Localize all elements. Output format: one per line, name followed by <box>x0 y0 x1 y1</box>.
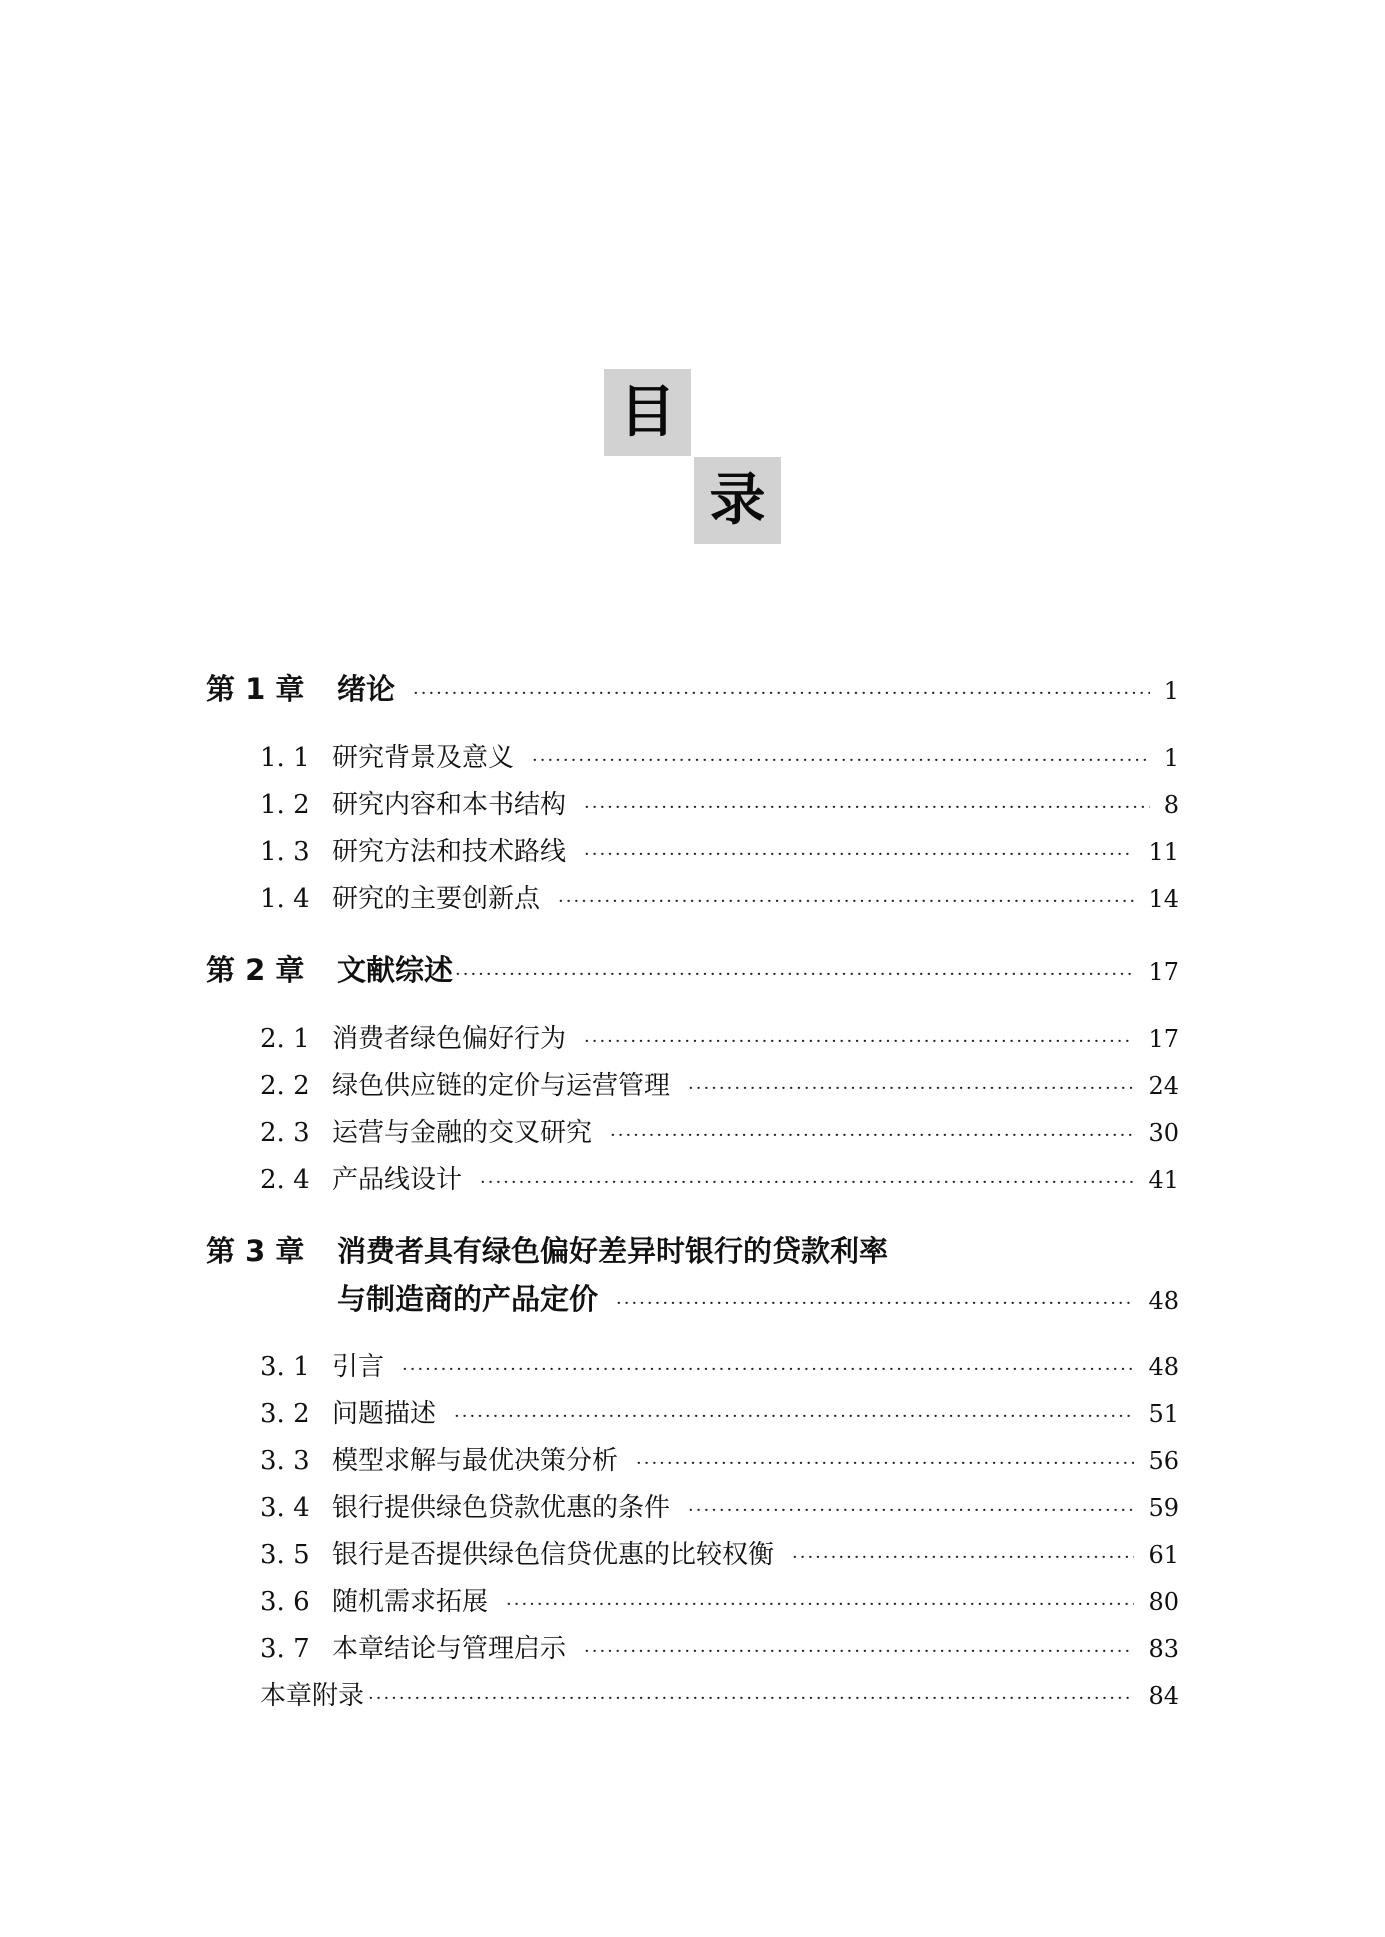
page-number: 17 <box>1148 958 1179 986</box>
toc-entry-section-2-4[interactable] <box>260 1159 1179 1196</box>
dot-leader <box>480 1172 1134 1193</box>
dot-leader <box>454 1406 1134 1427</box>
page-number: 24 <box>1148 1072 1179 1100</box>
toc-entry-section-3-5[interactable] <box>260 1534 1179 1571</box>
section-number: 3. 3 <box>260 1446 310 1476</box>
section-title: 随机需求拓展 <box>332 1587 489 1617</box>
toc-title-char-1: 目 <box>604 369 691 456</box>
dot-leader <box>532 750 1150 771</box>
toc-entry-section-3-4[interactable] <box>260 1487 1179 1524</box>
section-title: 问题描述 <box>332 1399 437 1429</box>
toc-entry-section-2-1[interactable] <box>260 1018 1179 1055</box>
section-title: 本章结论与管理启示 <box>332 1634 567 1664</box>
page-number: 8 <box>1163 791 1179 819</box>
page-number: 84 <box>1148 1682 1179 1710</box>
dot-leader <box>688 1500 1134 1521</box>
section-number: 1. 1 <box>260 743 310 773</box>
page-number: 83 <box>1148 1635 1179 1663</box>
toc-entry-chapter-2[interactable] <box>206 948 1179 989</box>
section-title: 引言 <box>332 1352 385 1382</box>
section-title: 产品线设计 <box>332 1165 463 1195</box>
section-title: 研究方法和技术路线 <box>332 837 567 867</box>
section-number: 1. 2 <box>260 790 310 820</box>
toc-title-char-2: 录 <box>694 457 781 544</box>
chapter-number: 第 1 章 <box>206 672 305 706</box>
section-title: 研究的主要创新点 <box>332 884 541 914</box>
section-number: 3. 6 <box>260 1587 310 1617</box>
section-title: 研究内容和本书结构 <box>332 790 567 820</box>
section-title: 银行提供绿色贷款优惠的条件 <box>332 1493 671 1523</box>
dot-leader <box>610 1125 1134 1146</box>
dot-leader <box>584 1641 1134 1662</box>
toc-entry-section-1-3[interactable] <box>260 831 1179 868</box>
toc-entry-section-3-2[interactable] <box>260 1393 1179 1430</box>
chapter-number: 第 2 章 <box>206 953 305 987</box>
dot-leader <box>368 1688 1134 1709</box>
dot-leader <box>402 1359 1134 1380</box>
dot-leader <box>455 964 1134 985</box>
section-number: 3. 5 <box>260 1540 310 1570</box>
toc-entry-section-1-4[interactable] <box>260 878 1179 915</box>
section-title: 运营与金融的交叉研究 <box>332 1118 593 1148</box>
page-number: 56 <box>1148 1447 1179 1475</box>
section-number: 1. 4 <box>260 884 310 914</box>
section-number: 2. 3 <box>260 1118 310 1148</box>
toc-entry-appendix[interactable] <box>260 1675 1179 1712</box>
page-number: 1 <box>1163 744 1179 772</box>
toc-entry-section-3-6[interactable] <box>260 1581 1179 1618</box>
section-number: 1. 3 <box>260 837 310 867</box>
chapter-title-line-1: 消费者具有绿色偏好差异时银行的贷款利率 <box>337 1234 889 1268</box>
dot-leader <box>616 1293 1134 1314</box>
chapter-title: 文献综述 <box>337 953 454 987</box>
toc-entry-chapter-1[interactable] <box>206 667 1179 708</box>
dot-leader <box>413 683 1150 704</box>
section-title: 消费者绿色偏好行为 <box>332 1024 567 1054</box>
chapter-title-line-2: 与制造商的产品定价 <box>337 1282 599 1316</box>
page-number: 51 <box>1148 1400 1179 1428</box>
dot-leader <box>558 891 1134 912</box>
section-number: 2. 4 <box>260 1165 310 1195</box>
page-number: 48 <box>1148 1353 1179 1381</box>
page-number: 61 <box>1148 1541 1179 1569</box>
dot-leader <box>636 1453 1134 1474</box>
section-number: 3. 7 <box>260 1634 310 1664</box>
toc-entry-chapter-3-line-2[interactable] <box>337 1277 1179 1318</box>
page-number: 80 <box>1148 1588 1179 1616</box>
page-number: 59 <box>1148 1494 1179 1522</box>
dot-leader <box>584 844 1134 865</box>
dot-leader <box>584 1031 1134 1052</box>
toc-entry-section-3-7[interactable] <box>260 1628 1179 1665</box>
toc-entry-section-1-2[interactable] <box>260 784 1179 821</box>
page-number: 1 <box>1163 677 1179 705</box>
page-number: 41 <box>1148 1166 1179 1194</box>
appendix-title: 本章附录 <box>260 1681 365 1711</box>
toc-entry-chapter-3-line-1[interactable] <box>206 1229 888 1270</box>
section-number: 3. 1 <box>260 1352 310 1382</box>
dot-leader <box>688 1078 1134 1099</box>
section-title: 绿色供应链的定价与运营管理 <box>332 1071 671 1101</box>
section-number: 3. 2 <box>260 1399 310 1429</box>
page-number: 30 <box>1148 1119 1179 1147</box>
chapter-title: 绪论 <box>337 672 396 706</box>
dot-leader <box>506 1594 1134 1615</box>
section-number: 2. 1 <box>260 1024 310 1054</box>
toc-entry-section-3-3[interactable] <box>260 1440 1179 1477</box>
page-number: 14 <box>1148 885 1179 913</box>
page-number: 11 <box>1148 838 1179 866</box>
page-number: 17 <box>1148 1025 1179 1053</box>
section-title: 模型求解与最优决策分析 <box>332 1446 619 1476</box>
chapter-number: 第 3 章 <box>206 1234 305 1268</box>
section-title: 银行是否提供绿色信贷优惠的比较权衡 <box>332 1540 775 1570</box>
dot-leader <box>584 797 1150 818</box>
dot-leader <box>792 1547 1134 1568</box>
toc-entry-section-1-1[interactable] <box>260 737 1179 774</box>
toc-entry-section-2-2[interactable] <box>260 1065 1179 1102</box>
section-number: 3. 4 <box>260 1493 310 1523</box>
section-title: 研究背景及意义 <box>332 743 515 773</box>
page-number: 48 <box>1148 1287 1179 1315</box>
toc-entry-section-3-1[interactable] <box>260 1346 1179 1383</box>
section-number: 2. 2 <box>260 1071 310 1101</box>
toc-entry-section-2-3[interactable] <box>260 1112 1179 1149</box>
